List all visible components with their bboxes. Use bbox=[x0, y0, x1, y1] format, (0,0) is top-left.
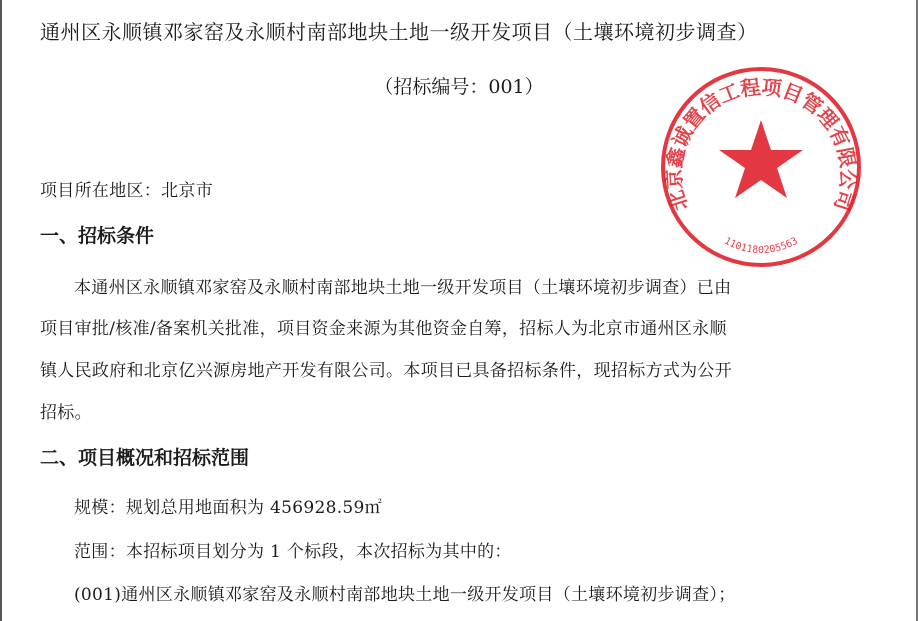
scope-line: 范围：本招标项目划分为 1 个标段，本次招标为其中的： bbox=[74, 542, 512, 562]
seal-star-icon bbox=[719, 120, 803, 198]
lot-item-line: (001)通州区永顺镇邓家窑及永顺村南部地块土地一级开发项目（土壤环境初步调查）； bbox=[74, 585, 736, 605]
section-heading-project-overview: 二、项目概况和招标范围 bbox=[40, 447, 250, 469]
scale-line: 规模：规划总用地面积为 456928.59㎡ bbox=[74, 498, 382, 518]
paragraph-line: 镇人民政府和北京亿兴源房地产开发有限公司。本项目已具备招标条件，现招标方式为公开 bbox=[40, 361, 732, 381]
seal-name-text: 北京鑫诚置信工程项目管理有限公司 bbox=[661, 74, 861, 214]
seal-number-text: 1101180205563 bbox=[722, 235, 800, 257]
document-title: 通州区永顺镇邓家窑及永顺村南部地块土地一级开发项目（土壤环境初步调查） bbox=[40, 20, 758, 44]
tender-number: （招标编号：001） bbox=[374, 76, 544, 98]
section-heading-tender-conditions: 一、招标条件 bbox=[40, 225, 155, 247]
project-location: 项目所在地区：北京市 bbox=[40, 181, 213, 201]
paragraph-line: 本通州区永顺镇邓家窑及永顺村南部地块土地一级开发项目（土壤环境初步调查）已由 bbox=[74, 278, 732, 298]
paragraph-line: 招标。 bbox=[40, 403, 92, 423]
paragraph-line: 项目审批/核准/备案机关批准，项目资金来源为其他资金自筹，招标人为北京市通州区永顺 bbox=[40, 319, 727, 339]
company-seal bbox=[656, 62, 866, 272]
